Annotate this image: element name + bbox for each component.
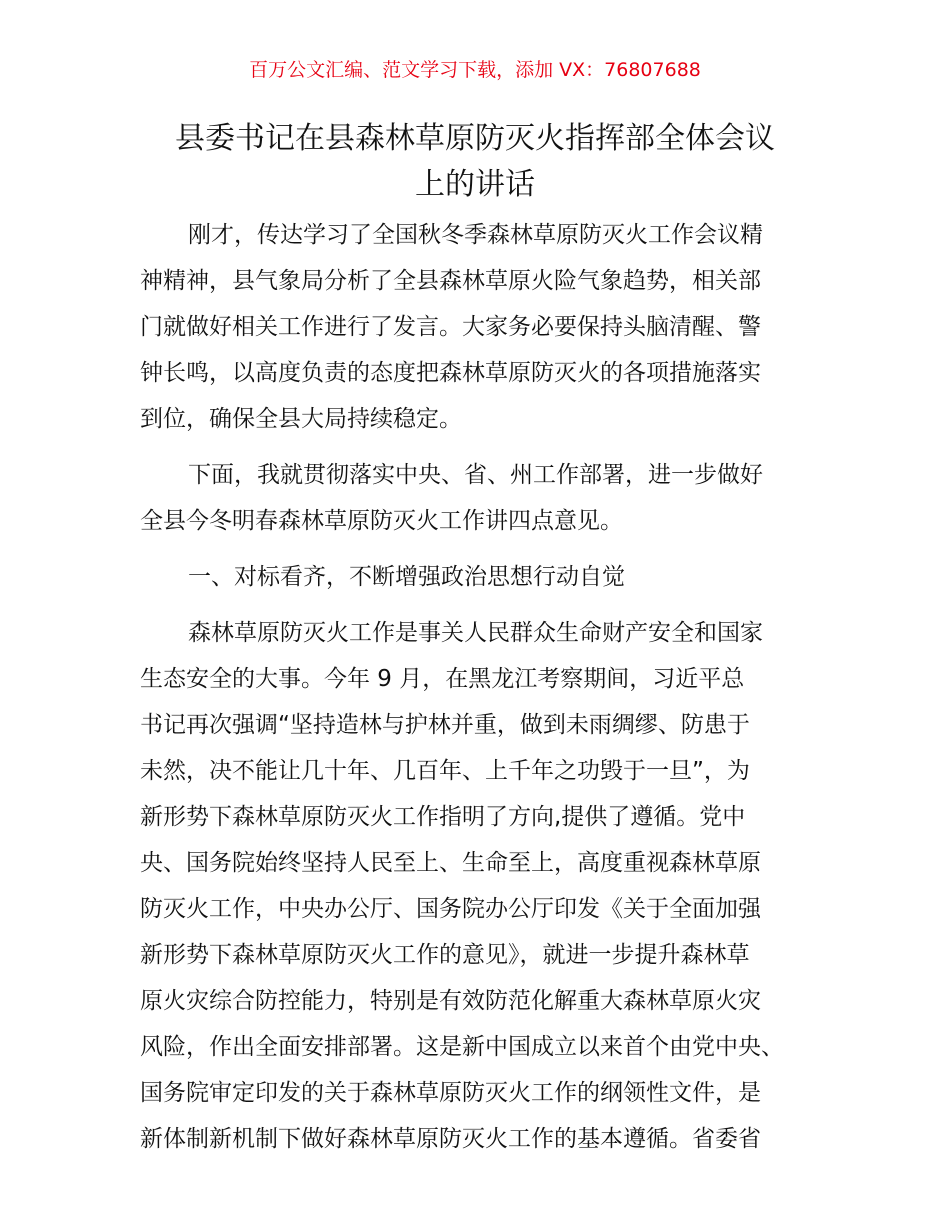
watermark-header: 百万公文汇编、范文学习下载，添加 VX：76807688 <box>249 59 701 81</box>
text-line: 风险，作出全面安排部署。这是新中国成立以来首个由党中央、 <box>140 1034 784 1060</box>
text-line: 新形势下森林草原防灭火工作的意见》，就进一步提升森林草 <box>140 942 750 968</box>
text-line: 门就做好相关工作进行了发言。大家务必要保持头脑清醒、警 <box>140 314 761 340</box>
section-heading-1 <box>140 554 820 600</box>
text-line: 下面，我就贯彻落实中央、省、州工作部署，进一步做好 <box>188 462 763 488</box>
text-line: 防灭火工作，中央办公厅、国务院办公厅印发《关于全面加强 <box>140 896 761 922</box>
title-line-2: 上的讲话 <box>415 167 535 202</box>
text-line: 到位，确保全县大局持续稳定。 <box>140 406 462 432</box>
text-line: 新体制新机制下做好森林草原防灭火工作的基本遵循。省委省 <box>140 1126 761 1152</box>
document-title <box>120 116 830 208</box>
text-line: 森林草原防灭火工作是事关人民群众生命财产安全和国家 <box>188 620 763 646</box>
text-line: 刚才，传达学习了全国秋冬季森林草原防灭火工作会议精 <box>188 222 763 248</box>
document-body <box>140 212 820 1172</box>
text-line: 钟长鸣，以高度负责的态度把森林草原防灭火的各项措施落实 <box>140 360 761 386</box>
text-line: 书记再次强调“坚持造林与护林并重，做到未雨绸缪、防患于 <box>140 712 750 738</box>
paragraph-section-1 <box>140 610 820 1162</box>
paragraph-outline <box>140 452 820 544</box>
section-heading-text: 一、对标看齐，不断增强政治思想行动自觉 <box>188 564 625 590</box>
text-line: 新形势下森林草原防灭火工作指明了方向,提供了遵循。党中 <box>140 804 746 830</box>
text-line: 生态安全的大事。今年 9 月，在黑龙江考察期间，习近平总 <box>140 666 745 692</box>
text-line: 全县今冬明春森林草原防灭火工作讲四点意见。 <box>140 508 623 534</box>
text-line: 未然，决不能让几十年、几百年、上千年之功毁于一旦”，为 <box>140 758 750 784</box>
title-line-1: 县委书记在县森林草原防灭火指挥部全体会议 <box>175 121 775 156</box>
text-line: 央、国务院始终坚持人民至上、生命至上，高度重视森林草原 <box>140 850 761 876</box>
text-line: 神精神，县气象局分析了全县森林草原火险气象趋势，相关部 <box>140 268 761 294</box>
paragraph-intro <box>140 212 820 442</box>
text-line: 国务院审定印发的关于森林草原防灭火工作的纲领性文件，是 <box>140 1080 761 1106</box>
text-line: 原火灾综合防控能力，特别是有效防范化解重大森林草原火灾 <box>140 988 761 1014</box>
